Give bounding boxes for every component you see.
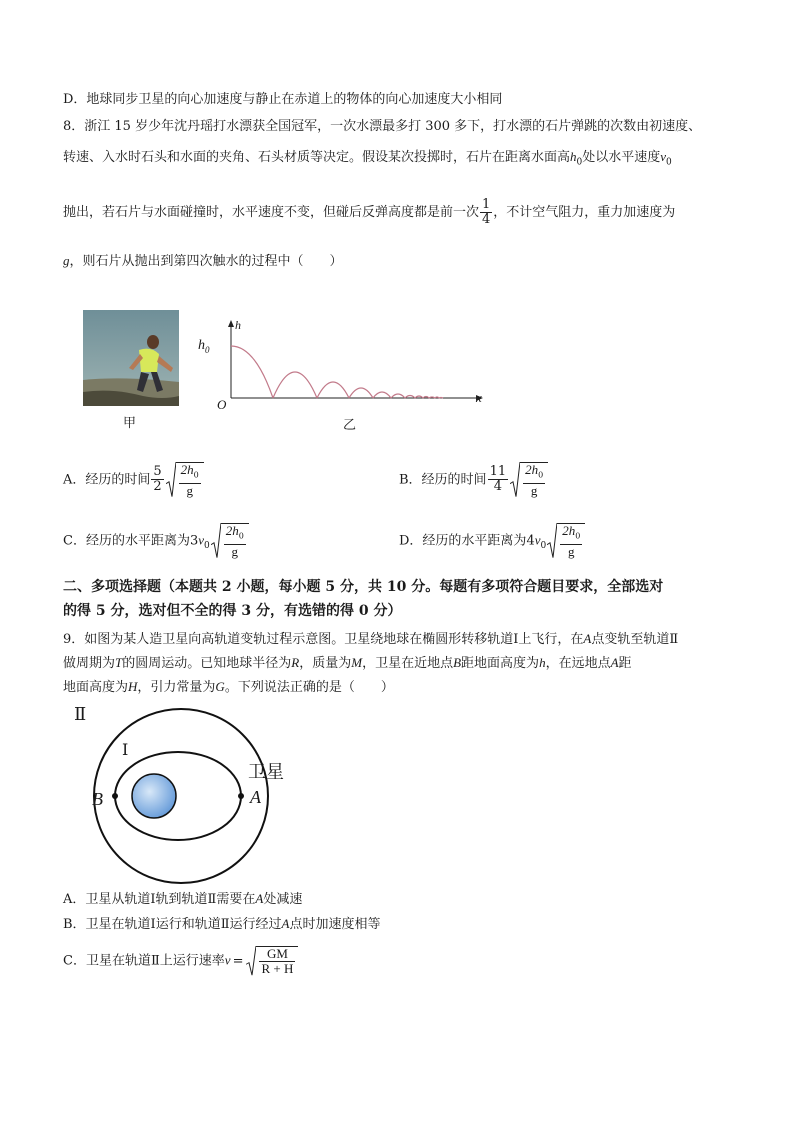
- axis-h-label: h: [235, 318, 241, 332]
- axis-origin-label: O: [217, 397, 227, 412]
- section2-header-line2: 的得 5 分，选对但不全的得 3 分，有选错的得 0 分）: [63, 603, 402, 619]
- q8-line3: [63, 198, 675, 227]
- photo-stone-skipping: [83, 310, 179, 406]
- orbit-ii-label: Ⅱ: [74, 704, 87, 725]
- point-a: [238, 793, 244, 799]
- point-a-label: A: [250, 787, 261, 807]
- q9-option-c: C．卫星在轨道Ⅱ上运行速率v = $\frac{GM}{R + H}$: [63, 946, 298, 976]
- q8-line1: 8．浙江 15 岁少年沈丹瑶打水漂获全国冠军，一次水漂最多打 300 多下，打水漂的石片弹跳的次数由初速度、: [63, 119, 702, 134]
- v0-symbol: v: [660, 149, 667, 164]
- q8-line2b: 处以水平速度: [582, 150, 661, 165]
- orbit-i-label: Ⅰ: [122, 740, 129, 759]
- g-symbol: g: [63, 253, 70, 268]
- orbit-diagram: [62, 702, 302, 887]
- q9-option-a: A．卫星从轨道Ⅰ轨到轨道Ⅱ需要在A处减速: [63, 891, 303, 907]
- q8-line3a: 抛出，若石片与水面碰撞时，水平速度不变，但碰后反弹高度都是前一次: [63, 205, 480, 220]
- axis-x-label: x: [476, 390, 482, 405]
- earth: [132, 774, 176, 818]
- q8-option-d: D．经历的水平距离为$4v_0$ $\frac{2h_0}{g}$: [399, 523, 585, 559]
- caption-jia: 甲: [123, 416, 137, 431]
- point-b: [112, 793, 118, 799]
- q8-option-c: C．经历的水平距离为$3v_0$ $\frac{2h_0}{g}$: [63, 523, 249, 559]
- q9-line2: 做周期为T的圆周运动。已知地球半径为R，质量为M，卫星在近地点B距地面高度为h，在远地点A距: [63, 655, 632, 671]
- q7-option-d: D．地球同步卫星的向心加速度与静止在赤道上的物体的向心加速度大小相同: [63, 92, 503, 107]
- q8-line2a: 转速、入水时石头和水面的夹角、石头材质等决定。假设某次投掷时，石片在距离水面高: [63, 150, 571, 165]
- h0-symbol: h: [570, 149, 577, 164]
- section2-header-line1: 二、多项选择题（本题共 2 小题，每小题 5 分，共 10 分。每题有多项符合题目要求，全部选对: [63, 579, 664, 595]
- q8-line2: [63, 148, 672, 172]
- h0-sub: 0: [576, 157, 583, 168]
- q9-option-b: B．卫星在轨道Ⅰ运行和轨道Ⅱ运行经过A点时加速度相等: [63, 916, 381, 932]
- axis-h0-label: $h_0$: [198, 338, 210, 355]
- q8-option-a: A．经历的时间 $\frac{5}{2}$ $\frac{2h_0}{g}$: [63, 462, 204, 498]
- q8-line4-text: ，则石片从抛出到第四次触水的过程中（ ）: [69, 254, 343, 269]
- quarter-fraction: $\frac{1}{4}$: [482, 197, 491, 227]
- bounce-diagram: [195, 318, 495, 410]
- point-b-label: B: [92, 789, 103, 809]
- q8-option-b: B．经历的时间 $\frac{11}{4}$ $\frac{2h_0}{g}$: [399, 462, 548, 498]
- q9-line1: 9．如图为某人造卫星向高轨道变轨过程示意图。卫星绕地球在椭圆形转移轨道Ⅰ上飞行，在A点变轨至轨道Ⅱ: [63, 631, 679, 647]
- v0-sub: 0: [666, 157, 672, 168]
- caption-yi: 乙: [343, 418, 357, 433]
- q8-line4: [63, 252, 343, 271]
- satellite-label: 卫星: [248, 762, 284, 783]
- q8-line3b: ，不计空气阻力，重力加速度为: [493, 205, 676, 220]
- q9-line3: 地面高度为H，引力常量为G。下列说法正确的是（ ）: [63, 679, 394, 695]
